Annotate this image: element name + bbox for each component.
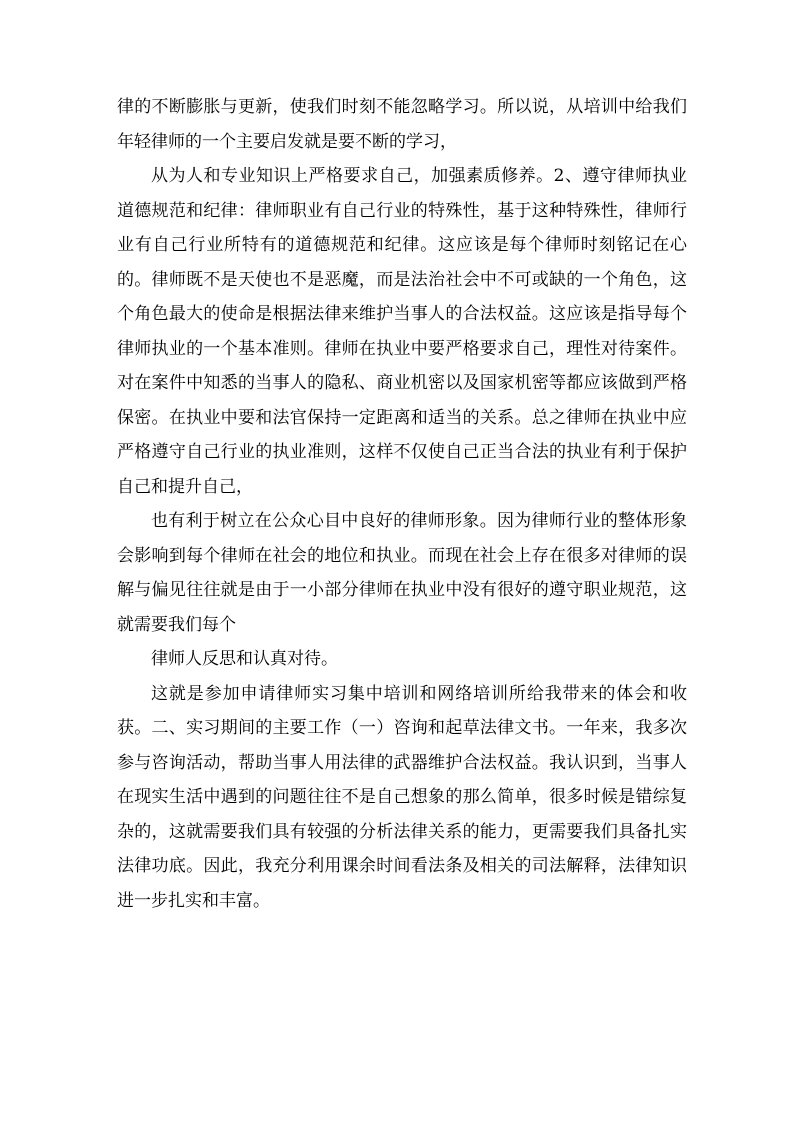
paragraph-5: 这就是参加申请律师实习集中培训和网络培训所给我带来的体会和收获。二、实习期间的主要工作（一）咨询和起草法律文书。一年来，我多次参与咨询活动，帮助当事人用法律的武器维护合法权益。我认识到，当事人在现实生活中遇到的问题往往不是自己想象的那么简单，很多时候是错综复杂的，这就需要我们具有较强的分析法律关系的能力，更需要我们具备扎实法律功底。因此，我充分利用课余时间看法条及相关的司法解释，法律知识进一步扎实和丰富。 <box>117 683 687 911</box>
paragraph-4: 律师人反思和认真对待。 <box>151 649 338 669</box>
paragraph-3: 也有利于树立在公众心目中良好的律师形象。因为律师行业的整体形象会影响到每个律师在社会的地位和执业。而现在社会上存在很多对律师的误解与偏见往往就是由于一小部分律师在执业中没有很好的遵守职业规范，这就需要我们每个 <box>117 511 687 635</box>
document-body <box>117 90 687 918</box>
paragraph-1: 律的不断膨胀与更新，使我们时刻不能忽略学习。所以说，从培训中给我们年轻律师的一个主要启发就是要不断的学习， <box>117 97 687 152</box>
paragraph-2: 从为人和专业知识上严格要求自己，加强素质修养。2、遵守律师执业道德规范和纪律：律师职业有自己行业的特殊性，基于这种特殊性，律师行业有自己行业所特有的道德规范和纪律。这应该是每个律师时刻铭记在心的。律师既不是天使也不是恶魔，而是法治社会中不可或缺的一个角色，这个角色最大的使命是根据法律来维护当事人的合法权益。这应该是指导每个律师执业的一个基本准则。律师在执业中要严格要求自己，理性对待案件。对在案件中知悉的当事人的隐私、商业机密以及国家机密等都应该做到严格保密。在执业中要和法官保持一定距离和适当的关系。总之律师在执业中应严格遵守自己行业的执业准则，这样不仅使自己正当合法的执业有利于保护自己和提升自己， <box>117 166 687 497</box>
